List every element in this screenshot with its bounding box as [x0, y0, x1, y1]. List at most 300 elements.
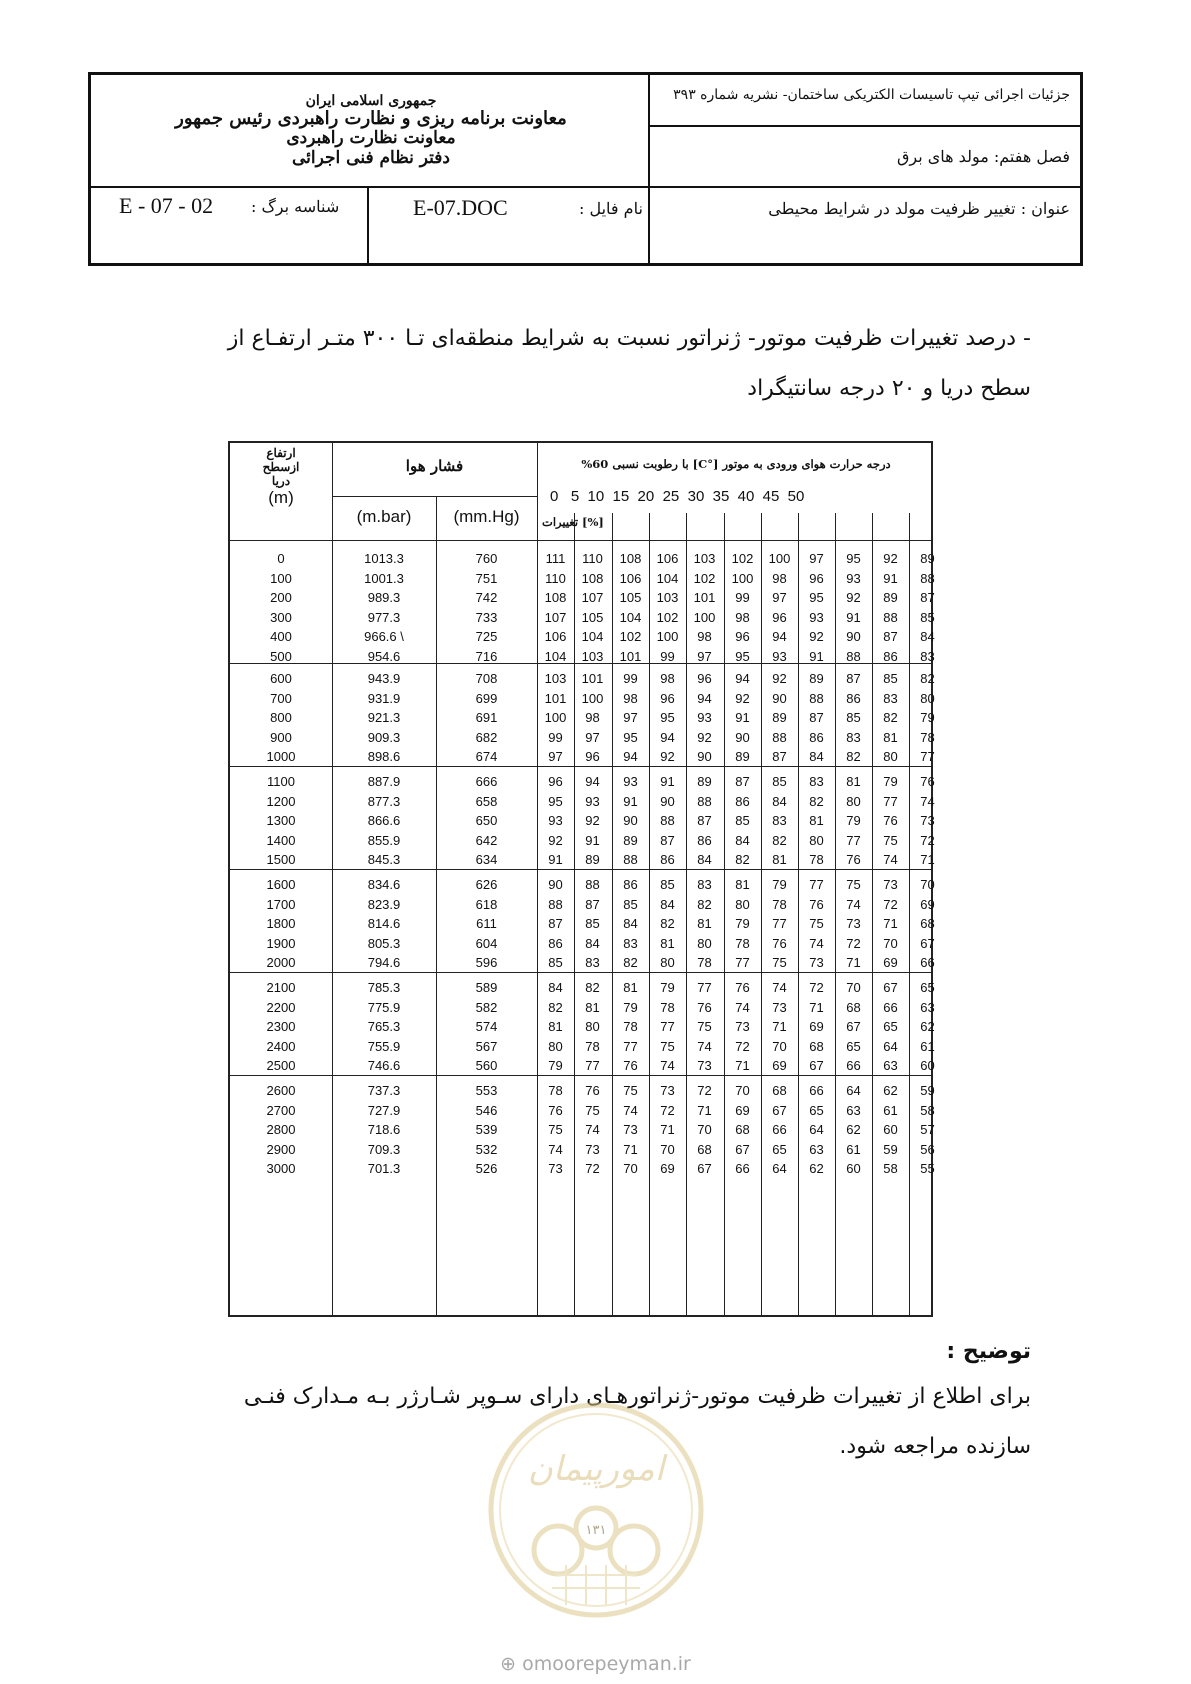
- table-cell: 60: [920, 1058, 935, 1074]
- table-cell: 79: [883, 774, 898, 789]
- file-name-label: نام فایل :: [579, 199, 643, 218]
- percent-column: [872, 1081, 909, 1179]
- table-cell: 73: [809, 955, 824, 971]
- table-cell: 82: [660, 916, 675, 932]
- table-cell: 691: [475, 710, 498, 726]
- table-cell: 91: [846, 609, 861, 625]
- percent-column: [649, 772, 686, 870]
- table-cell: 94: [660, 729, 675, 745]
- table-cell: 72: [585, 1161, 600, 1177]
- table-cell: 71: [809, 999, 824, 1015]
- percent-column: [872, 669, 909, 767]
- table-cell: 68: [809, 1038, 824, 1054]
- table-cell: 63: [920, 999, 935, 1015]
- table-cell: 77: [697, 980, 712, 995]
- table-cell: 96: [660, 690, 675, 706]
- table-cell: 57: [920, 1122, 935, 1138]
- table-cell: 88: [697, 793, 712, 809]
- table-cell: 746.6: [367, 1058, 401, 1074]
- percent-column: [537, 669, 574, 767]
- table-cell: 64: [772, 1161, 787, 1177]
- table-cell: 574: [475, 1019, 498, 1035]
- table-cell: 96: [735, 629, 750, 645]
- table-cell: 85: [772, 774, 787, 789]
- table-cell: 97: [623, 710, 638, 726]
- table-cell: 80: [735, 896, 750, 912]
- percent-column: [872, 772, 909, 870]
- table-cell: 78: [548, 1083, 563, 1098]
- table-cell: 82: [920, 671, 935, 686]
- table-cell: 69: [809, 1019, 824, 1035]
- percent-column: [724, 1081, 761, 1179]
- table-cell: 751: [475, 570, 498, 586]
- percent-column: [761, 978, 798, 1076]
- table-cell: 83: [585, 955, 600, 971]
- table-cell: 80: [920, 690, 935, 706]
- table-cell: 77: [920, 749, 935, 765]
- table-cell: 92: [548, 832, 563, 848]
- table-cell: 72: [735, 1038, 750, 1054]
- table-cell: 107: [581, 590, 604, 606]
- table-cell: 65: [883, 1019, 898, 1035]
- table-cell: 85: [883, 671, 898, 686]
- table-cell: 877.3: [367, 793, 401, 809]
- mmhg-column: [436, 875, 537, 973]
- table-cell: 701.3: [367, 1161, 401, 1177]
- table-cell: 82: [883, 710, 898, 726]
- table-cell: 300: [270, 609, 292, 625]
- table-cell: 85: [660, 877, 675, 892]
- table-cell: 72: [697, 1083, 712, 1098]
- table-cell: 74: [772, 980, 787, 995]
- table-cell: 93: [623, 774, 638, 789]
- table-cell: 898.6: [367, 749, 401, 765]
- percent-column: [761, 875, 798, 973]
- table-cell: 91: [735, 710, 750, 726]
- percent-column: [537, 978, 574, 1076]
- table-cell: 77: [585, 1058, 600, 1074]
- table-cell: 87: [920, 590, 935, 606]
- org-line: جمهوری اسلامی ایران: [305, 92, 437, 109]
- altitude-column: [230, 549, 332, 667]
- table-cell: 76: [623, 1058, 638, 1074]
- table-cell: 62: [920, 1019, 935, 1035]
- table-cell: 82: [585, 980, 600, 995]
- table-cell: 600: [270, 671, 292, 686]
- publication-title: [651, 87, 1070, 104]
- percent-column: [761, 1081, 798, 1179]
- table-cell: 99: [623, 671, 638, 686]
- table-cell: 86: [623, 877, 638, 892]
- table-cell: 96: [585, 749, 600, 765]
- table-cell: 91: [548, 852, 563, 868]
- table-cell: 77: [772, 916, 787, 932]
- table-cell: 67: [809, 1058, 824, 1074]
- table-cell: 107: [544, 609, 567, 625]
- table-cell: 77: [809, 877, 824, 892]
- table-cell: 2200: [266, 999, 296, 1015]
- table-cell: 78: [735, 935, 750, 951]
- table-cell: 110: [582, 551, 603, 566]
- table-cell: 77: [623, 1038, 638, 1054]
- table-cell: 92: [735, 690, 750, 706]
- table-cell: 85: [920, 609, 935, 625]
- percent-column: [574, 669, 611, 767]
- table-cell: 58: [920, 1102, 935, 1118]
- table-cell: 1700: [266, 896, 296, 912]
- table-cell: 90: [697, 749, 712, 765]
- table-cell: 74: [623, 1102, 638, 1118]
- table-cell: 76: [548, 1102, 563, 1118]
- table-cell: 104: [619, 609, 642, 625]
- table-cell: 104: [544, 648, 567, 664]
- table-cell: 94: [697, 690, 712, 706]
- table-cell: 88: [772, 729, 787, 745]
- table-cell: 99: [735, 590, 750, 606]
- table-cell: 78: [697, 955, 712, 971]
- table-cell: 67: [920, 935, 935, 951]
- table-cell: 93: [772, 648, 787, 664]
- percent-column: [835, 1081, 872, 1179]
- table-cell: 102: [693, 570, 716, 586]
- percent-column: [686, 875, 723, 973]
- table-cell: 78: [772, 896, 787, 912]
- table-cell: 1900: [266, 935, 296, 951]
- table-cell: 69: [883, 955, 898, 971]
- percent-column: [574, 549, 611, 667]
- table-cell: 94: [585, 774, 600, 789]
- table-cell: 81: [809, 813, 824, 829]
- table-cell: 93: [697, 710, 712, 726]
- table-cell: 82: [697, 896, 712, 912]
- table-cell: 1800: [266, 916, 296, 932]
- publication-line: تاسیسات الکتریکی ساختمان- نشریه شماره ۳۹۳: [673, 87, 954, 103]
- table-cell: 66: [735, 1161, 750, 1177]
- table-cell: 105: [619, 590, 642, 606]
- temperature-values: 0 5 10 15 20 25 30 35 40 45 50: [550, 488, 805, 505]
- table-cell: 78: [920, 729, 935, 745]
- percent-column: [537, 1081, 574, 1179]
- header-divider: [367, 186, 369, 263]
- table-cell: 73: [548, 1161, 563, 1177]
- table-cell: 1600: [266, 877, 296, 892]
- table-cell: 93: [846, 570, 861, 586]
- table-cell: 931.9: [367, 690, 401, 706]
- sheet-id-label: شناسه برگ :: [251, 197, 340, 216]
- table-cell: 100: [731, 570, 754, 586]
- table-cell: 76: [735, 980, 750, 995]
- table-cell: 79: [920, 710, 935, 726]
- table-cell: 64: [809, 1122, 824, 1138]
- table-cell: 111: [545, 551, 566, 566]
- table-cell: 634: [475, 852, 498, 868]
- table-cell: 76: [920, 774, 935, 789]
- mbar-header: (m.bar): [356, 507, 412, 526]
- table-cell: 60: [883, 1122, 898, 1138]
- table-cell: 69: [735, 1102, 750, 1118]
- table-cell: 682: [475, 729, 498, 745]
- table-cell: 70: [697, 1122, 712, 1138]
- table-cell: 75: [809, 916, 824, 932]
- table-cell: 68: [772, 1083, 787, 1098]
- table-cell: 823.9: [367, 896, 401, 912]
- table-cell: 101: [619, 648, 642, 664]
- table-cell: 855.9: [367, 832, 401, 848]
- table-cell: 80: [585, 1019, 600, 1035]
- table-cell: 2400: [266, 1038, 296, 1054]
- altitude-column: [230, 772, 332, 870]
- percent-column: [724, 875, 761, 973]
- table-cell: 75: [548, 1122, 563, 1138]
- table-cell: 76: [697, 999, 712, 1015]
- table-cell: 68: [735, 1122, 750, 1138]
- table-cell: 61: [883, 1102, 898, 1118]
- header-divider: [648, 125, 1080, 127]
- table-cell: 765.3: [367, 1019, 401, 1035]
- table-cell: 954.6: [367, 648, 401, 664]
- organization-block: [91, 75, 651, 186]
- percent-column: [872, 875, 909, 973]
- table-cell: 71: [623, 1141, 638, 1157]
- mmhg-column: [436, 978, 537, 1076]
- table-cell: 74: [735, 999, 750, 1015]
- table-cell: 66: [883, 999, 898, 1015]
- table-cell: 0: [277, 551, 285, 566]
- column-divider: [649, 513, 650, 540]
- table-cell: 727.9: [367, 1102, 401, 1118]
- table-cell: 887.9: [367, 774, 401, 789]
- table-cell: 74: [548, 1141, 563, 1157]
- table-cell: 3000: [266, 1161, 296, 1177]
- column-divider: [761, 513, 762, 540]
- table-cell: 87: [809, 710, 824, 726]
- mbar-column: [332, 669, 436, 767]
- table-cell: 84: [585, 935, 600, 951]
- table-cell: 84: [735, 832, 750, 848]
- table-cell: 100: [544, 710, 567, 726]
- table-cell: 83: [846, 729, 861, 745]
- table-cell: 75: [883, 832, 898, 848]
- table-cell: 97: [585, 729, 600, 745]
- percent-column: [909, 549, 946, 667]
- table-cell: 760: [475, 551, 498, 566]
- intro-line: - درصد تغییرات ظرفیت موتور- ژنراتور نسبت به شرایط منطقه‌ای تـا ۳۰۰ متـر ارتفـاع از: [227, 326, 1031, 351]
- table-cell: 87: [846, 671, 861, 686]
- table-cell: 1000: [266, 749, 296, 765]
- table-cell: 69: [772, 1058, 787, 1074]
- table-cell: 709.3: [367, 1141, 401, 1157]
- table-cell: 72: [846, 935, 861, 951]
- table-cell: 91: [809, 648, 824, 664]
- table-cell: 82: [772, 832, 787, 848]
- column-divider: [724, 513, 725, 540]
- table-cell: 87: [660, 832, 675, 848]
- table-cell: 73: [920, 813, 935, 829]
- percent-column: [649, 1081, 686, 1179]
- table-cell: 97: [697, 648, 712, 664]
- table-cell: 108: [619, 551, 642, 566]
- table-cell: 106: [656, 551, 679, 566]
- header-box: [88, 72, 1083, 266]
- table-cell: 106: [544, 629, 567, 645]
- table-cell: 95: [809, 590, 824, 606]
- table-cell: 86: [697, 832, 712, 848]
- table-cell: 93: [585, 793, 600, 809]
- table-cell: 90: [735, 729, 750, 745]
- percent-column: [909, 1081, 946, 1179]
- table-cell: 82: [809, 793, 824, 809]
- table-cell: 400: [270, 629, 292, 645]
- table-cell: 60: [846, 1161, 861, 1177]
- table-cell: 1100: [267, 774, 295, 789]
- table-cell: 98: [623, 690, 638, 706]
- percent-column: [649, 875, 686, 973]
- table-cell: 62: [846, 1122, 861, 1138]
- table-cell: 909.3: [367, 729, 401, 745]
- table-cell: 86: [809, 729, 824, 745]
- table-cell: 71: [846, 955, 861, 971]
- percent-column: [872, 549, 909, 667]
- percent-column: [835, 669, 872, 767]
- table-cell: 866.6: [367, 813, 401, 829]
- percent-column: [574, 772, 611, 870]
- table-cell: 103: [544, 671, 567, 686]
- percent-column: [612, 772, 649, 870]
- intro-line: سطح دریا و ۲۰ درجه سانتیگراد: [747, 376, 1031, 401]
- note-line: سازنده مراجعه شود.: [839, 1434, 1031, 1459]
- table-cell: 674: [475, 749, 498, 765]
- table-cell: 76: [772, 935, 787, 951]
- table-cell: 101: [544, 690, 567, 706]
- table-cell: 90: [660, 793, 675, 809]
- percent-column: [649, 978, 686, 1076]
- table-cell: 642: [475, 832, 498, 848]
- percent-column: [798, 669, 835, 767]
- table-cell: 68: [920, 916, 935, 932]
- table-cell: 84: [809, 749, 824, 765]
- table-cell: 97: [548, 749, 563, 765]
- table-cell: 99: [660, 648, 675, 664]
- mbar-column: [332, 549, 436, 667]
- table-cell: 87: [548, 916, 563, 932]
- table-cell: 98: [772, 570, 787, 586]
- table-cell: 83: [697, 877, 712, 892]
- table-cell: 68: [697, 1141, 712, 1157]
- table-cell: 91: [623, 793, 638, 809]
- table-cell: 108: [581, 570, 604, 586]
- table-cell: 611: [476, 916, 497, 932]
- table-cell: 100: [693, 609, 716, 625]
- org-line: دفتر نظام فنی اجرائی: [292, 147, 451, 168]
- table-cell: 73: [735, 1019, 750, 1035]
- table-cell: 66: [846, 1058, 861, 1074]
- table-cell: 108: [544, 590, 567, 606]
- table-cell: 87: [585, 896, 600, 912]
- percent-column: [612, 1081, 649, 1179]
- table-cell: 200: [270, 590, 292, 606]
- mmhg-column: [436, 549, 537, 667]
- table-cell: 89: [585, 852, 600, 868]
- table-cell: 82: [735, 852, 750, 868]
- percent-column: [761, 549, 798, 667]
- table-cell: 2300: [266, 1019, 296, 1035]
- table-cell: 737.3: [367, 1083, 401, 1098]
- mbar-column: [332, 1081, 436, 1179]
- table-cell: 85: [585, 916, 600, 932]
- table-cell: 66: [809, 1083, 824, 1098]
- change-percent-header: [%] تغییرات: [542, 515, 604, 529]
- table-cell: 89: [697, 774, 712, 789]
- table-cell: 89: [772, 710, 787, 726]
- table-cell: 618: [475, 896, 498, 912]
- percent-column: [686, 772, 723, 870]
- table-cell: 104: [656, 570, 679, 586]
- table-cell: 539: [475, 1122, 498, 1138]
- table-cell: 921.3: [367, 710, 401, 726]
- table-cell: 79: [623, 999, 638, 1015]
- table-cell: 775.9: [367, 999, 401, 1015]
- table-cell: 63: [846, 1102, 861, 1118]
- table-cell: 100: [581, 690, 604, 706]
- table-cell: 74: [846, 896, 861, 912]
- table-cell: 76: [883, 813, 898, 829]
- document-title: عنوان : تغییر ظرفیت مولد در شرایط محیطی: [768, 199, 1070, 218]
- table-cell: 96: [548, 774, 563, 789]
- table-cell: 76: [585, 1083, 600, 1098]
- table-cell: 106: [619, 570, 642, 586]
- table-cell: 88: [883, 609, 898, 625]
- table-cell: 84: [623, 916, 638, 932]
- table-cell: 95: [735, 648, 750, 664]
- table-cell: 97: [772, 590, 787, 606]
- table-cell: 65: [772, 1141, 787, 1157]
- table-cell: 77: [846, 832, 861, 848]
- table-cell: 800: [270, 710, 292, 726]
- table-cell: 83: [772, 813, 787, 829]
- table-cell: 61: [920, 1038, 935, 1054]
- table-cell: 70: [660, 1141, 675, 1157]
- table-cell: 93: [809, 609, 824, 625]
- table-cell: 58: [883, 1161, 898, 1177]
- table-cell: 81: [623, 980, 638, 995]
- table-cell: 66: [772, 1122, 787, 1138]
- table-cell: 546: [475, 1102, 498, 1118]
- table-cell: 97: [809, 551, 824, 566]
- table-cell: 2000: [266, 955, 296, 971]
- table-cell: 67: [772, 1102, 787, 1118]
- table-cell: 79: [660, 980, 675, 995]
- percent-column: [835, 772, 872, 870]
- file-name-value: E-07.DOC: [413, 195, 508, 220]
- table-cell: 96: [697, 671, 712, 686]
- table-cell: 83: [920, 648, 935, 664]
- table-cell: 59: [883, 1141, 898, 1157]
- table-cell: 83: [809, 774, 824, 789]
- table-cell: 785.3: [367, 980, 401, 995]
- table-cell: 73: [585, 1141, 600, 1157]
- table-cell: 90: [772, 690, 787, 706]
- table-cell: 84: [920, 629, 935, 645]
- table-cell: 110: [545, 570, 566, 586]
- table-cell: 89: [735, 749, 750, 765]
- sheet-id-value: E - 07 - 02: [119, 193, 214, 218]
- table-cell: 84: [697, 852, 712, 868]
- table-cell: 73: [883, 877, 898, 892]
- table-cell: 596: [475, 955, 498, 971]
- table-cell: 84: [548, 980, 563, 995]
- table-cell: 61: [846, 1141, 861, 1157]
- table-cell: 101: [581, 671, 604, 686]
